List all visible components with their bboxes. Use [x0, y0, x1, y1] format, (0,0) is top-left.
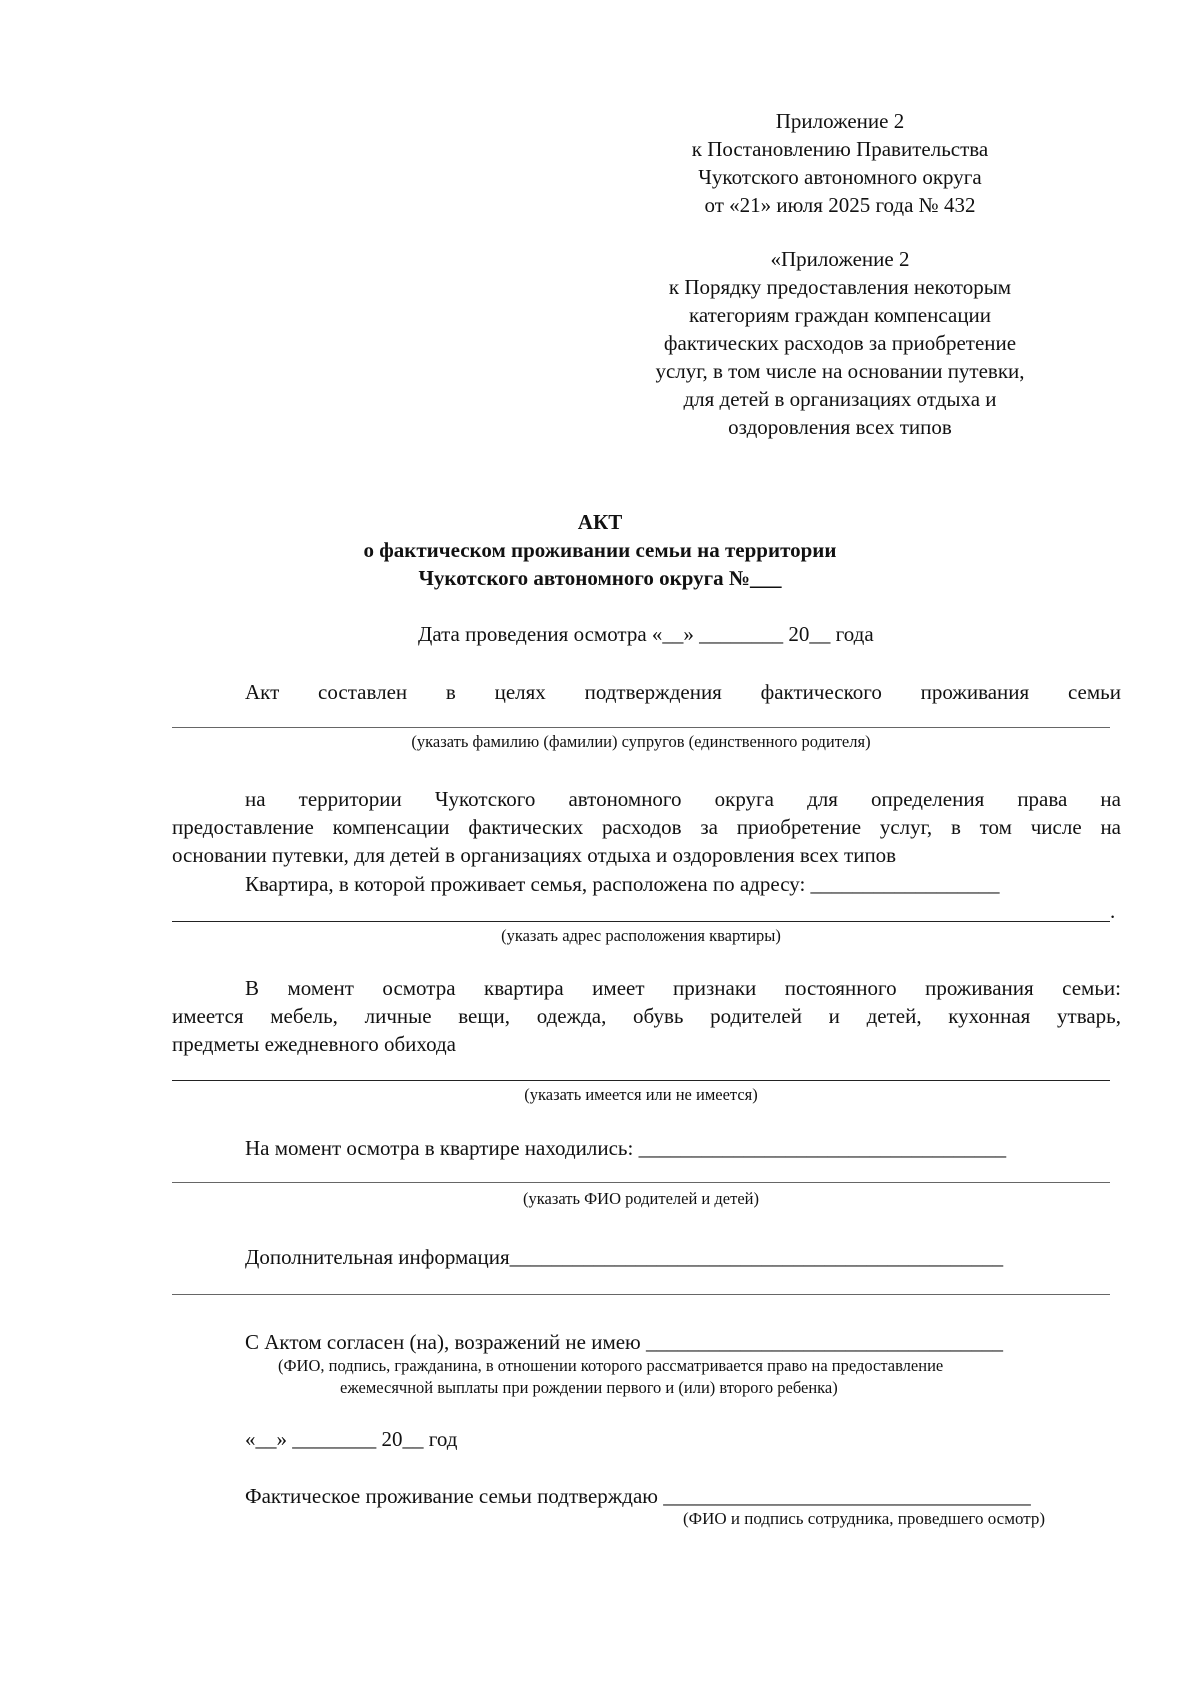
header-line: от «21» июля 2025 года № 432: [704, 193, 976, 217]
appendix-line: услуг, в том числе на основании путевки,: [655, 359, 1025, 383]
header-line: к Постановлению Правительства: [691, 137, 989, 161]
sign-date: «__» ________ 20__ год: [245, 1427, 458, 1451]
confirm-label: Фактическое проживание семьи подтверждаю ___________________________________: [245, 1484, 1031, 1508]
title-line-3: Чукотского автономного округа №___: [418, 566, 782, 590]
signs-field[interactable]: [172, 1080, 1110, 1081]
territory-line-3: основании путевки, для детей в организациях отдыха и оздоровления всех типов: [172, 843, 897, 867]
signs-line-1: В момент осмотра квартира имеет признаки постоянного проживания семьи:: [245, 976, 1121, 1000]
purpose-word: фактического: [760, 680, 882, 704]
present-label: На момент осмотра в квартире находились: ___________________________________: [245, 1136, 1007, 1160]
present-field[interactable]: [172, 1182, 1110, 1183]
appendix-block: [600, 245, 1080, 441]
purpose-word: составлен: [318, 680, 408, 704]
purpose-word: семьи: [1067, 680, 1121, 704]
appendix-line: для детей в организациях отдыха и: [683, 387, 997, 411]
header-line: Приложение 2: [775, 109, 905, 133]
family-name-field[interactable]: [172, 727, 1110, 728]
document-title: [300, 508, 900, 592]
purpose-word: подтверждения: [584, 680, 722, 704]
purpose-word: в: [445, 680, 456, 704]
signs-line-3: предметы ежедневного обихода: [172, 1032, 456, 1056]
address-label: Квартира, в которой проживает семья, расположена по адресу: __________________: [245, 872, 1000, 896]
title-line-1: АКТ: [577, 510, 623, 534]
appendix-line: фактических расходов за приобретение: [663, 331, 1017, 355]
additional-field[interactable]: [172, 1294, 1110, 1295]
territory-line-1: на территории Чукотского автономного округа для определения права на: [245, 787, 1121, 811]
appendix-line: к Порядку предоставления некоторым: [668, 275, 1012, 299]
signs-line-2: имеется мебель, личные вещи, одежда, обувь родителей и детей, кухонная утварь,: [172, 1004, 1121, 1028]
confirm-hint: (ФИО и подпись сотрудника, проведшего осмотр): [683, 1509, 1046, 1528]
header-line: Чукотского автономного округа: [698, 165, 982, 189]
purpose-line: [245, 678, 1121, 706]
signs-hint: (указать имеется или не имеется): [524, 1085, 758, 1104]
inspection-date: Дата проведения осмотра «__» ________ 20__ года: [418, 622, 874, 646]
signs-paragraph: [172, 974, 1121, 1058]
family-name-hint: (указать фамилию (фамилии) супругов (единственного родителя): [411, 732, 871, 751]
address-hint: (указать адрес расположения квартиры): [501, 926, 781, 945]
agreement-hint-1: (ФИО, подпись, гражданина, в отношении которого рассматривается право на предоставление: [278, 1356, 944, 1375]
header-block: [640, 107, 1040, 219]
appendix-line: категориям граждан компенсации: [688, 303, 992, 327]
title-line-2: о фактическом проживании семьи на территории: [363, 538, 837, 562]
address-field[interactable]: [172, 921, 1110, 922]
additional-label: Дополнительная информация_______________________________________________: [245, 1245, 1004, 1269]
agreement-hint-2: ежемесячной выплаты при рождении первого и (или) второго ребенка): [340, 1378, 838, 1397]
appendix-line: «Приложение 2: [770, 247, 910, 271]
appendix-line: оздоровления всех типов: [728, 415, 952, 439]
territory-paragraph: [172, 785, 1121, 869]
purpose-word: целях: [494, 680, 546, 704]
agreement-label: С Актом согласен (на), возражений не имею __________________________________: [245, 1330, 1003, 1354]
address-end-dot: .: [1110, 899, 1116, 923]
territory-line-2: предоставление компенсации фактических расходов за приобретение услуг, в том числе на: [172, 815, 1121, 839]
purpose-word: проживания: [920, 680, 1030, 704]
present-hint: (указать ФИО родителей и детей): [523, 1189, 759, 1208]
purpose-word: Акт: [245, 680, 280, 704]
